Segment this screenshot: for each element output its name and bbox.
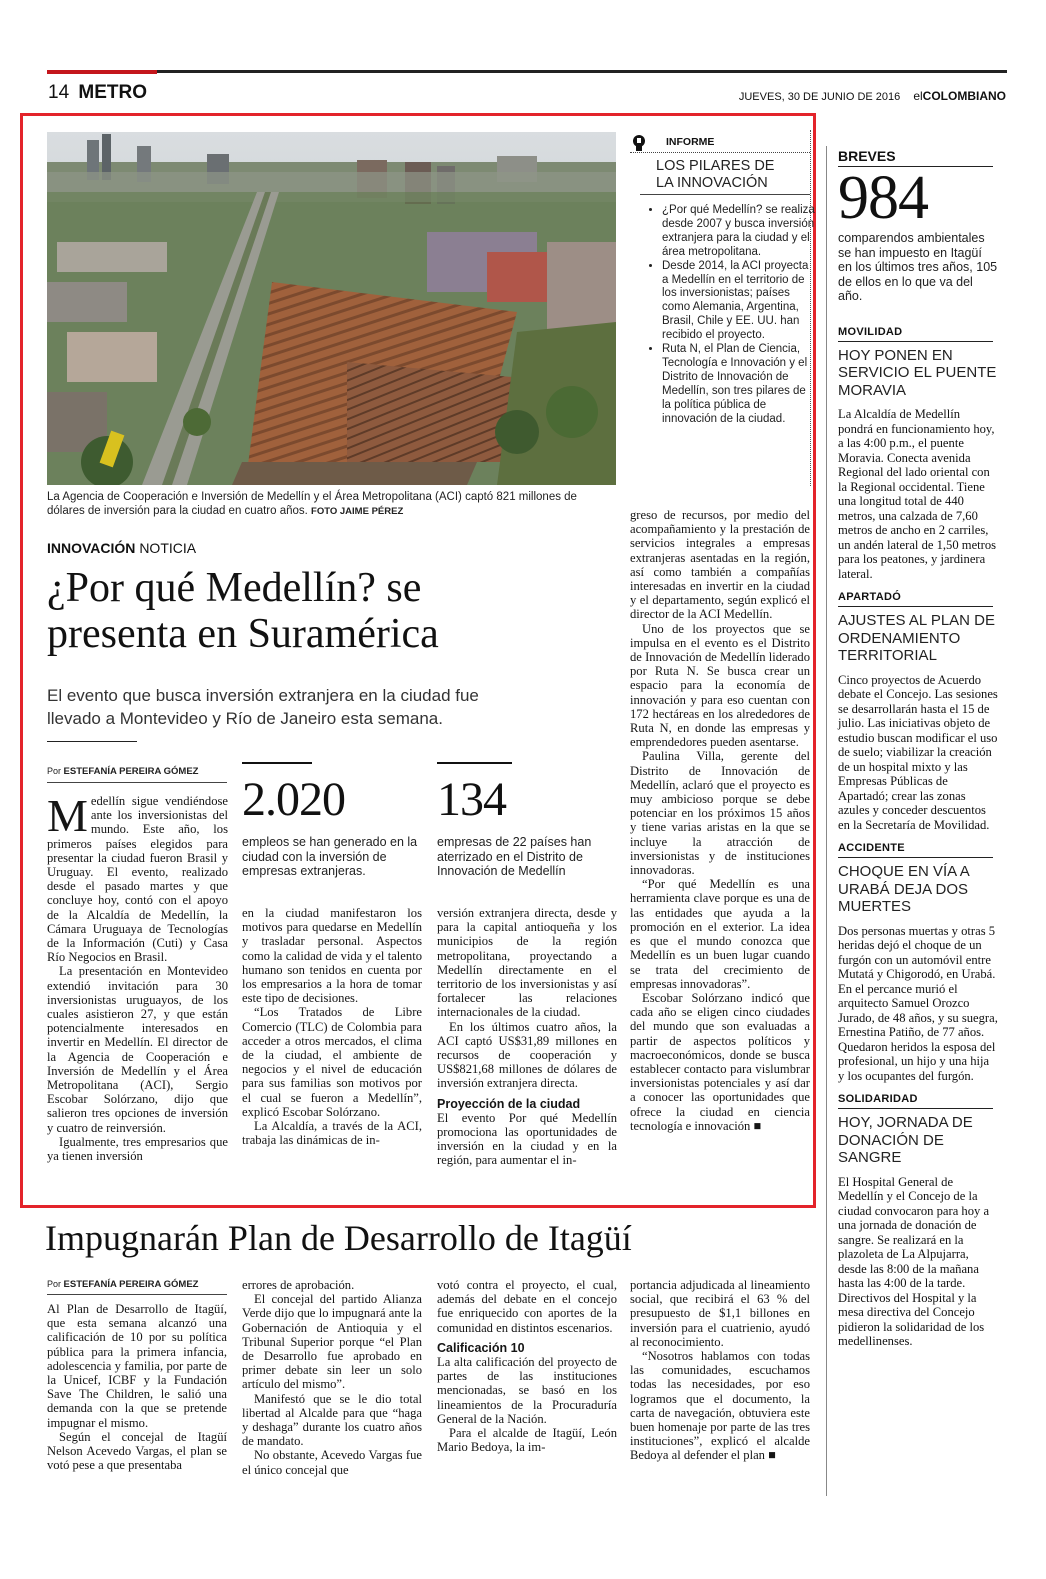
- second-byline-rule: [47, 1294, 227, 1295]
- second-col-2: errores de aprobación. El concejal del partido Alianza Verde dijo que lo impugnará ante la Gobernación de Antioquia y el Tribunal Superior porque “el Plan de Desarrollo fue aprobado en primer debate sin leer un solo artículo del mismo”. Manifestó que se le dio total libertad al Alcalde para que “haga y deshaga” durante los cuatro años de mandato. No obstante, Acevedo Vargas fue el único concejal que: [242, 1278, 422, 1477]
- deck-rule: [47, 741, 137, 742]
- informe-item: • Ruta N, el Plan de Ciencia, Tecnología e Innovación y el Distrito de Innovación de Medellín, son tres pilares de la política pública de innovación de la ciudad.: [662, 343, 817, 426]
- main-col-1: M edellín sigue vendiéndose ante los inversionistas del mundo. Este año, los primeros países elegidos para presentar la ciudad fueron Brasil y Uruguay. El evento, realizado desde el pasado martes y que concluye hoy, contó con el apoyo de la Alcaldía de Medellín, la Cámara Uruguaya de Tecnologías de la Información (Cuti) y Casa Río Negocios en Brasil. La presentación en Montevideo extendió invitación para 30 inversionistas uruguayos, de los cuales asistieron 27, y que están potencialmente interesados en invertir en Medellín. El director de la Agencia de Cooperación e Inversión de Medellín y el Área Metropolitana (ACI), Sergio Escobar Solórzano, dijo que salieron tres opciones de inversión y cuatro de reinversión. Igualmente, tres empresarios que ya tienen inversión: [47, 794, 228, 1164]
- stat2-caption: empresas de 22 países han aterrizado en el Distrito de Innovación de Medellín: [437, 835, 592, 878]
- article-kicker: INNOVACIÓN NOTICIA: [47, 540, 197, 556]
- breve-body: El Hospital General de Medellín y el Concejo de la ciudad convocaron para hoy a una jornada de donación de sangre. Se realizará en la plazoleta de La Alpujarra, desde las 8:00 de la mañana hasta las 4:00 de la tarde. Directivos del Hospital y la mesa directiva del Concejo pidieron la solidaridad de los medellinenses.: [838, 1174, 990, 1348]
- informe-item: • Desde 2014, la ACI proyecta a Medellín en el territorio de los inversionistas; países como Alemania, Argentina, Brasil, Chile y EE. UU. han recibido el proyecto.: [662, 260, 817, 343]
- second-col-1: Al Plan de Desarrollo de Itagüí, que esta semana alcanzó una calificación de 10 por su política pública para la primera infancia, adolescencia y familia, por parte de la Unicef, ICBF y la Fundación Save The Children, le salió una demanda con la que se pretende impugnar el mismo. Según el concejal de Itagüí Nelson Acevedo Vargas, el plan se votó pese a que presentaba: [47, 1302, 227, 1473]
- breve-item: [838, 326, 998, 582]
- header-accent-rule: [47, 70, 157, 74]
- header-meta: [739, 89, 1006, 104]
- informe-item: • ¿Por qué Medellín? se realiza desde 2007 y busca inversión extranjera para la ciudad y el área metropolitana.: [662, 204, 817, 260]
- article-byline: Por ESTEFANÍA PEREIRA GÓMEZ: [47, 766, 199, 777]
- breve-section: ACCIDENTE: [838, 842, 905, 854]
- breve-title: HOY PONEN EN SERVICIO EL PUENTE MORAVIA: [838, 346, 997, 399]
- second-col-4: portancia adjudicada al lineamiento social, que recibirá el 63 % del presupuesto de $1,1 billones en inversión para el cuatrienio, ayudó al reconocimiento. “Nosotros hablamos con todas las comunidades, escuchamos todas las necesidades, por eso logramos que el documento, la carta de navegación, obtuviera este buen homenaje por parte de las tres instituciones”, explicó el alcalde Bedoya al defender el plan ■: [630, 1278, 810, 1463]
- breve-item: [838, 1093, 998, 1349]
- breve-section: MOVILIDAD: [838, 325, 903, 338]
- breves-sidebar: [838, 148, 998, 1349]
- breve-title: CHOQUE EN VÍA A URABÁ DEJA DOS MUERTES: [838, 863, 969, 915]
- breve-body: La Alcaldía de Medellín pondrá en funcionamiento hoy, a las 4:00 p.m., el puente Moravia. Conecta avenida Regional del lado oriental con la Regional occidental. Tiene una longitud total de 440 metros, una calzada de 7,60 metros de ancho en 2 carriles, un andén lateral de 1,50 metros para los peatones, y jardinera lateral.: [838, 407, 997, 581]
- sidebar-divider: [826, 146, 827, 1496]
- breve-body: Dos personas muertas y otras 5 heridas dejó el choque de un furgón con un automóvil entre Mutatá y Chigorodó, en Urabá. En el percance murió el arquitecto Samuel Orozco Jurado, de 48 años, y su suegra, Ernestina Patiño, de 77 años. Quedaron heridos la esposa del profesional, un hijo y una hija y los ocupantes del furgón.: [838, 923, 998, 1083]
- breve-body: Cinco proyectos de Acuerdo debate el Concejo. Las sesiones se desarrollarán hasta el 15 de julio. Las iniciativas objeto de estudio buscan modificar el uso de suelo; viabilizar la creación de un hospital mixto y las Empresas Públicas de Apartadó; crear las zonas azules y conceder descuentos en la Secretaría de Movilidad.: [838, 672, 998, 832]
- breve-rule: [838, 606, 993, 607]
- stat2-rule: [437, 762, 512, 764]
- breve-item: [838, 591, 998, 832]
- breve-title: HOY, JORNADA DE DONACIÓN DE SANGRE: [838, 1114, 973, 1166]
- header-rule: [47, 70, 1007, 73]
- aerial-city-photo: [47, 132, 616, 485]
- lightbulb-icon: [632, 134, 646, 152]
- main-col-2: en la ciudad manifestaron los motivos para quedarse en Medellín y trasladar personal. Aspectos como la calidad de vida y el talento humano son tenidos en cuenta por los empresarios a la hora de tomar este tipo de decisiones. “Los Tratados de Libre Comercio (TLC) de Colombia para acceder a otros mercados, el clima de la ciudad, el ambiente de negocios y el nivel de educación para sus familias son motivos por el cual se fueron a Medellín”, explicó Escobar Solórzano. La Alcaldía, a través de la ACI, trabaja las dinámicas de in-: [242, 906, 422, 1148]
- breve-title: AJUSTES AL PLAN DE ORDENAMIENTO TERRITORIAL: [838, 612, 996, 664]
- breve-item: [838, 842, 998, 1083]
- breve-rule: [838, 1108, 993, 1109]
- page-number: 14: [48, 82, 70, 103]
- breves-label: BREVES: [838, 148, 896, 164]
- main-col-3: versión extranjera directa, desde y para la capital antioqueña y los municipios de la región metropolitana, proyectando a Medellín directamente en el territorio de los inversionistas y así fortalecer las relaciones internacionales de la ciudad. En los últimos cuatro años, la ACI captó US$31,89 millones en recursos de cooperación y US$821,68 millones de dólares de inversión extranjera directa. Proyección de la ciudad El evento Por qué Medellín promociona las oportunidades de inversión en la ciudad y en la región, para aumentar el in-: [437, 906, 617, 1168]
- breve-rule: [838, 857, 993, 858]
- stat2-number: 134: [437, 773, 506, 826]
- stat1-number: 2.020: [242, 773, 345, 826]
- article-headline: ¿Por qué Medellín? se presenta en Suramérica: [47, 565, 439, 657]
- newspaper-brand: elCOLOMBIANO: [913, 89, 1006, 103]
- informe-title-rule: [640, 194, 810, 195]
- byline-rule: [47, 782, 227, 783]
- stat1-rule: [242, 762, 312, 764]
- second-headline: Impugnarán Plan de Desarrollo de Itagüí: [45, 1218, 632, 1258]
- breve-rule: [838, 341, 993, 342]
- second-col-3: votó contra el proyecto, el cual, además del debate en el concejo fue enriquecido con aportes de la comunidad en distintos escenarios. Calificación 10 La alta calificación del proyecto de partes de las instituciones mencionadas, se basó en los lineamientos de la Procuraduría General de la Nación. Para el alcalde de Itagüí, León Mario Bedoya, la im-: [437, 1278, 617, 1455]
- photo-credit: FOTO JAIME PÉREZ: [311, 506, 404, 517]
- main-col-4: greso de recursos, por medio del acompañamiento y la prestación de servicios integrales a empresas extranjeras asentadas en la región, así como también a compañías interesadas en invertir en la ciudad y el departamento, según explicó el director de la ACI Medellín. Uno de los proyectos que se impulsa en el evento es el Distrito de Innovación de Medellín liderado por Ruta N. Se busca crear un espacio para la economía de innovación y para eso cuentan con 172 hectáreas en los alrededores de Ruta N, en donde las empresas y emprendedores pueden asentarse. Paulina Villa, gerente del Distrito de Innovación de Medellín, aclaró que el proyecto es muy ambicioso porque se debe potenciar en los próximos 15 años y tiene varias aristas en la que se incluye la atracción de inversionistas y de instituciones innovadoras. “Por qué Medellín es una herramienta clave porque es una de las entidades que ayuda a la promoción en el exterior. La idea es que el mundo conozca que Medellín es un buen lugar cuando se trata del crecimiento de empresas innovadoras”. Escobar Solórzano indicó que cada año se eligen cinco ciudades del mundo que son evaluadas a partir de aspectos políticos y macroeconómicos, donde se busca establecer contacto para vislumbrar inversionistas potenciales y así dar a conocer las oportunidades que ofrece la ciudad en ciencia tecnología e innovación ■: [630, 508, 810, 1133]
- second-subhead: Calificación 10: [437, 1340, 525, 1355]
- breve-section: APARTADÓ: [838, 591, 902, 603]
- page-header: [48, 82, 147, 104]
- breves-number: 984: [838, 164, 928, 232]
- article-photo: [47, 132, 616, 485]
- informe-side-border: [810, 130, 811, 486]
- end-mark-icon: ■: [768, 1448, 776, 1463]
- informe-box: [630, 130, 815, 490]
- section-name: METRO: [78, 82, 148, 103]
- article-deck: El evento que busca inversión extranjera en la ciudad fue llevado a Montevideo y Río de Janeiro esta semana.: [47, 686, 479, 728]
- breves-number-text: comparendos ambientales se han impuesto en Itagüí en los últimos tres años, 105 de ellos en lo que va del año.: [838, 231, 998, 303]
- second-byline: Por ESTEFANÍA PEREIRA GÓMEZ: [47, 1279, 199, 1290]
- issue-date: JUEVES, 30 DE JUNIO DE 2016: [738, 91, 901, 103]
- informe-title: LOS PILARES DE LA INNOVACIÓN: [656, 158, 775, 191]
- breve-section: SOLIDARIDAD: [838, 1093, 918, 1105]
- section-subhead: Proyección de la ciudad: [437, 1096, 581, 1111]
- informe-divider: [630, 152, 810, 153]
- dropcap: M: [47, 794, 88, 841]
- photo-caption: La Agencia de Cooperación e Inversión de Medellín y el Área Metropolitana (ACI) captó 821 millones de dólares de inversión para la ciudad en cuatro años. FOTO JAIME PÉREZ: [47, 491, 577, 517]
- informe-list: [652, 204, 817, 427]
- stat1-caption: empleos se han generado en la ciudad con la inversión de empresas extranjeras.: [242, 835, 418, 878]
- informe-label: INFORME: [666, 136, 715, 148]
- end-mark-icon: ■: [753, 1118, 762, 1133]
